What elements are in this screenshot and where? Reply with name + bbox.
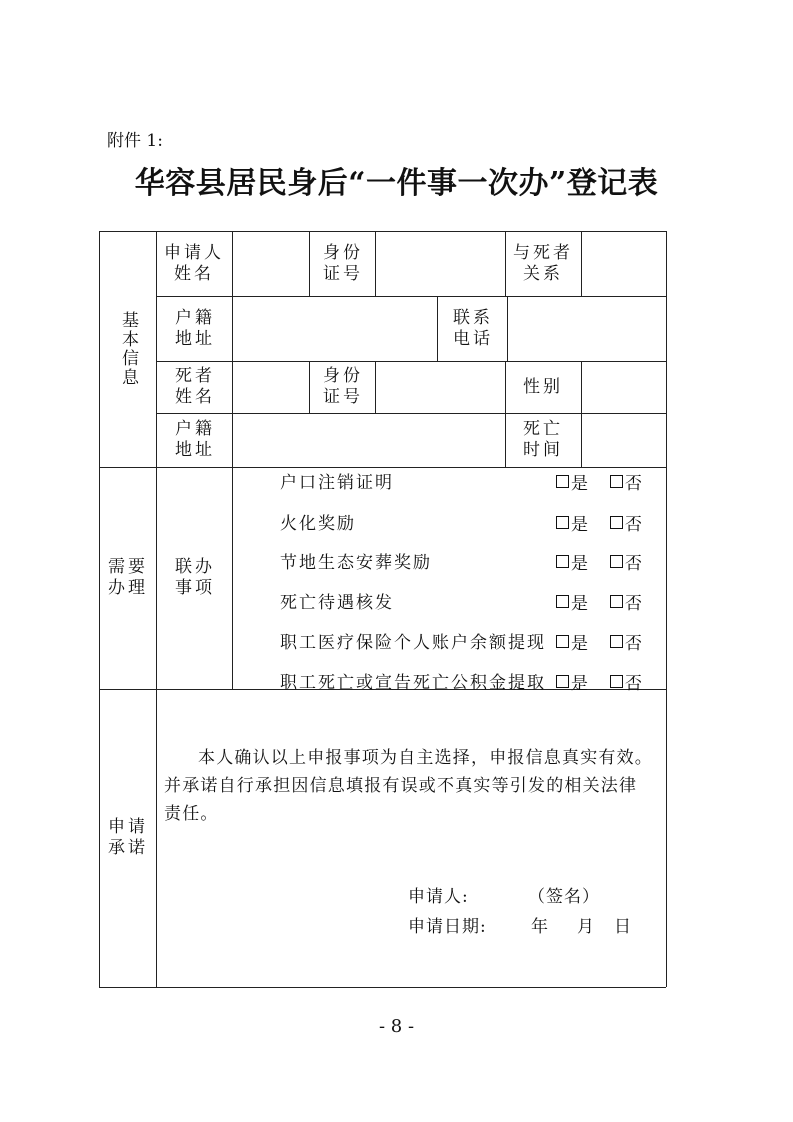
handling-item-label: 死亡待遇核发 [280, 593, 394, 613]
field-household-address[interactable] [233, 297, 436, 360]
checkbox-icon[interactable] [556, 475, 569, 488]
yes-option[interactable]: 是 [556, 549, 588, 574]
no-option[interactable]: 否 [610, 669, 642, 694]
field-phone[interactable] [508, 297, 665, 360]
label-relation: 与死者关系 [513, 242, 573, 284]
label-death-time: 死亡时间 [523, 419, 563, 460]
commitment-text [164, 744, 664, 828]
checkbox-icon[interactable] [556, 555, 569, 568]
label-deceased-id: 身份证号 [323, 366, 363, 407]
yes-option[interactable]: 是 [556, 629, 588, 654]
yes-option[interactable]: 是 [556, 510, 588, 535]
field-deceased-name[interactable] [233, 362, 308, 412]
label-deceased-name: 死者姓名 [175, 366, 215, 407]
checkbox-icon[interactable] [610, 635, 623, 648]
form-title: 华容县居民身后“一件事一次办”登记表 [134, 166, 659, 201]
attachment-label: 附件 1: [107, 131, 163, 151]
handling-item-label: 职工死亡或宣告死亡公积金提取 [280, 673, 546, 693]
yes-option[interactable]: 是 [556, 669, 588, 694]
label-household-address: 户籍地址 [175, 307, 215, 349]
field-applicant-name[interactable] [233, 232, 308, 295]
commitment-line: 本人确认以上申报事项为自主选择，申报信息真实有效。 [198, 748, 653, 768]
section-commitment: 申请承诺 [108, 817, 148, 858]
yes-option[interactable]: 是 [556, 589, 588, 614]
yes-option[interactable]: 是 [556, 469, 588, 494]
signature-hint: （签名） [528, 887, 600, 907]
applicant-signature-label: 申请人: [408, 887, 469, 907]
section-handling: 需要办理 [108, 557, 148, 598]
label-applicant-id: 身份证号 [323, 242, 363, 284]
handling-item-label: 职工医疗保险个人账户余额提现 [280, 633, 546, 653]
handling-item-label: 节地生态安葬奖励 [280, 553, 432, 573]
checkbox-icon[interactable] [610, 555, 623, 568]
field-deceased-id[interactable] [376, 362, 504, 412]
checkbox-icon[interactable] [556, 595, 569, 608]
date-year-label: 年 [531, 917, 549, 937]
application-date-label: 申请日期: [408, 917, 487, 937]
no-option[interactable]: 否 [610, 469, 642, 494]
label-deceased-address: 户籍地址 [175, 419, 215, 460]
signature-field[interactable] [470, 878, 600, 904]
handling-item-label: 火化奖励 [280, 514, 356, 534]
field-relation[interactable] [582, 232, 665, 295]
checkbox-icon[interactable] [610, 595, 623, 608]
checkbox-icon[interactable] [556, 516, 569, 529]
label-phone: 联系电话 [453, 307, 493, 349]
field-applicant-id[interactable] [376, 232, 504, 295]
field-deceased-address[interactable] [233, 414, 504, 466]
field-death-time[interactable] [582, 414, 665, 466]
commitment-line: 责任。 [164, 804, 219, 824]
checkbox-icon[interactable] [610, 475, 623, 488]
label-gender: 性别 [523, 376, 563, 397]
no-option[interactable]: 否 [610, 629, 642, 654]
no-option[interactable]: 否 [610, 589, 642, 614]
checkbox-icon[interactable] [610, 675, 623, 688]
label-applicant-name: 申请人姓名 [164, 242, 224, 284]
commitment-line: 并承诺自行承担因信息填报有误或不真实等引发的相关法律 [164, 776, 638, 796]
date-month-label: 月 [577, 917, 595, 937]
date-day-label: 日 [614, 917, 632, 937]
field-gender[interactable] [582, 362, 665, 412]
checkbox-icon[interactable] [556, 635, 569, 648]
checkbox-icon[interactable] [610, 516, 623, 529]
section-basic-info: 基本信息 [118, 311, 138, 387]
label-joint-items: 联办事项 [175, 557, 215, 598]
checkbox-icon[interactable] [556, 675, 569, 688]
page-number: - 8 - [378, 1016, 415, 1037]
handling-item-label: 户口注销证明 [280, 473, 394, 493]
no-option[interactable]: 否 [610, 549, 642, 574]
no-option[interactable]: 否 [610, 510, 642, 535]
